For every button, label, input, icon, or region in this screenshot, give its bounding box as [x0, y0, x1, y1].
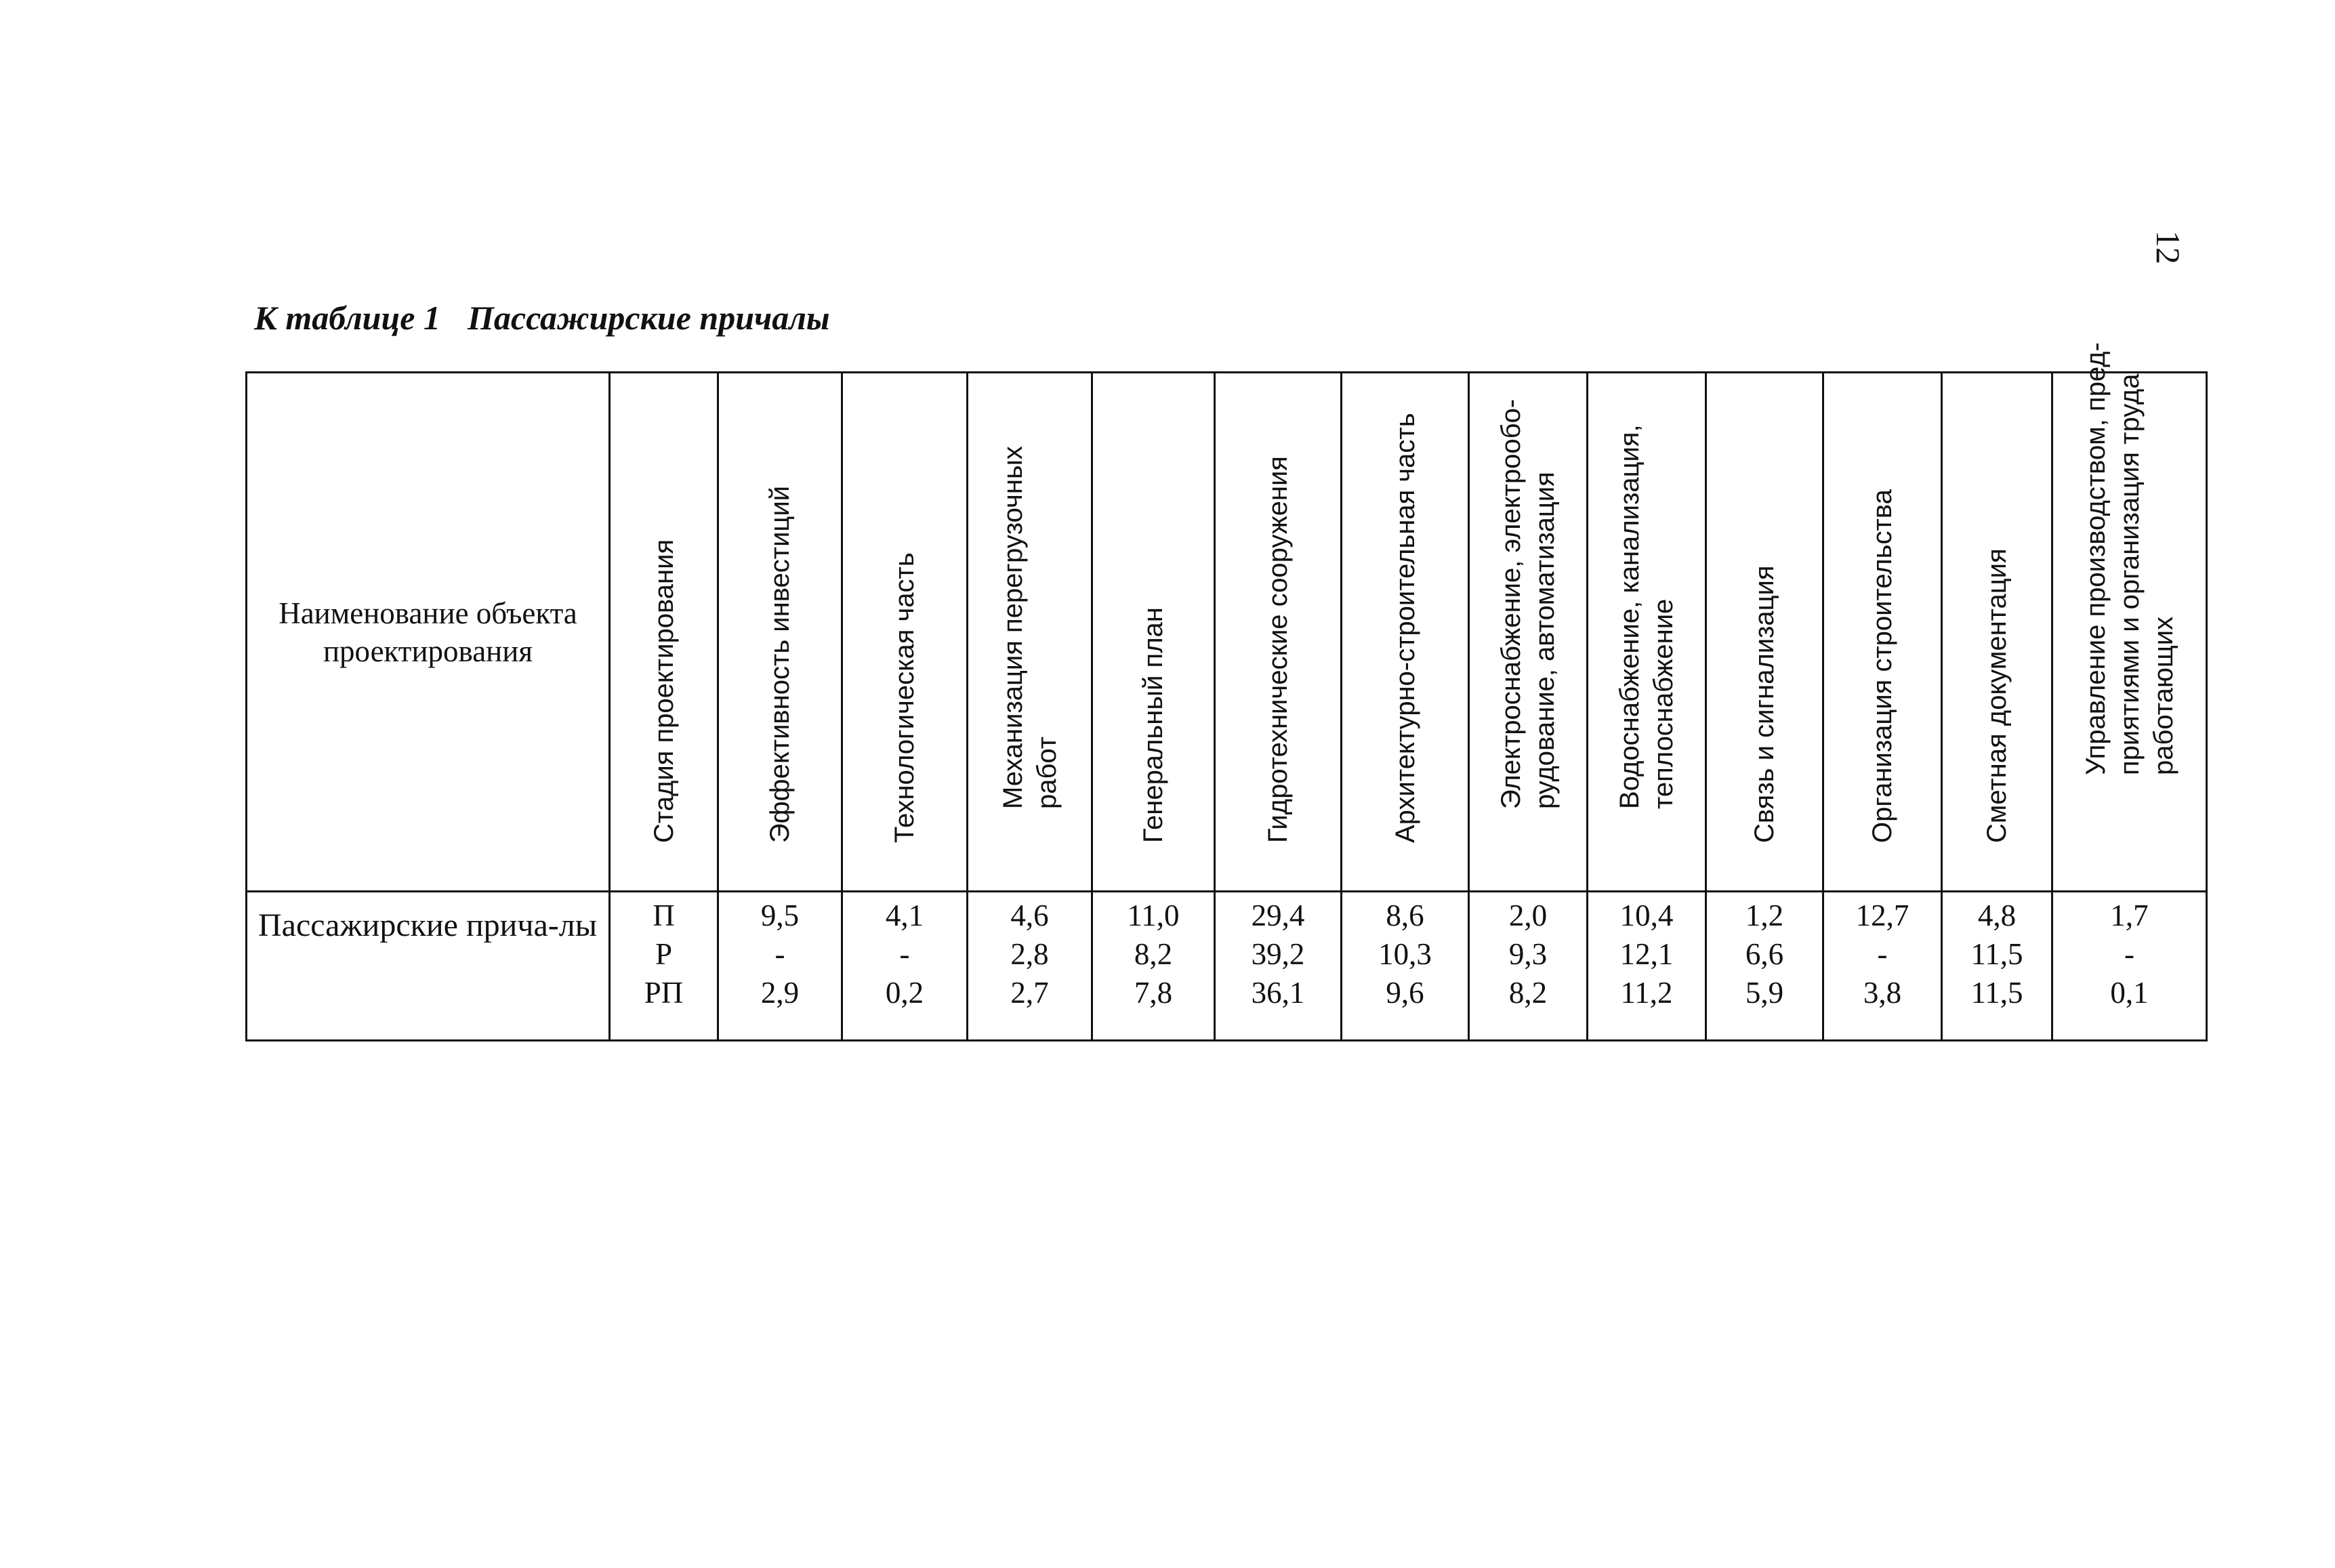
- value: 9,3: [1508, 937, 1548, 971]
- value: Р: [655, 937, 673, 971]
- value: 11,2: [1620, 976, 1673, 1010]
- column-header-line: Сметная документация: [1982, 548, 2012, 843]
- column-header-line: Связь и сигнализация: [1750, 565, 1779, 843]
- column-header: [842, 373, 968, 892]
- column-header: [1588, 373, 1706, 892]
- value: 4,8: [1977, 899, 2017, 932]
- column-header: [1215, 373, 1342, 892]
- column-header-text: [763, 486, 797, 843]
- column-header-line: Архитектурно-строительная часть: [1390, 413, 1420, 843]
- column-header: [1706, 373, 1823, 892]
- value: -: [1877, 937, 1888, 971]
- value: 9,5: [760, 899, 800, 932]
- column-header-text: [2079, 342, 2181, 775]
- value: 10,3: [1378, 937, 1432, 971]
- column-header: [2052, 342, 2207, 892]
- column-header: [1469, 373, 1588, 892]
- value: 11,0: [1127, 899, 1180, 932]
- column-header-text: [1865, 489, 1899, 843]
- value: РП: [644, 976, 684, 1010]
- value-cell: [1469, 892, 1588, 1041]
- column-header: [968, 373, 1092, 892]
- value: 4,6: [1010, 899, 1049, 932]
- value: 2,9: [760, 976, 800, 1010]
- value: 10,4: [1619, 899, 1674, 932]
- value: 7,8: [1134, 976, 1173, 1010]
- caption-title: Пассажирские причалы: [467, 299, 830, 337]
- value: 2,8: [1010, 937, 1049, 971]
- object-name-cell: Пассажирские прича-лы: [247, 892, 610, 1041]
- column-header-line: рудование, автоматизация: [1530, 472, 1560, 809]
- value: 36,1: [1251, 976, 1305, 1010]
- column-header: [1823, 373, 1942, 892]
- column-header-line: работ: [1031, 736, 1062, 809]
- value: 9,6: [1386, 976, 1424, 1010]
- value: 4,1: [885, 899, 924, 932]
- column-header-line: Гидротехнические сооружения: [1263, 456, 1293, 843]
- value-cell: [1706, 892, 1823, 1041]
- column-header-text: [647, 539, 681, 843]
- value: 39,2: [1251, 937, 1305, 971]
- value-cell: [1942, 892, 2052, 1041]
- column-header-line: Механизация перегрузочных: [997, 446, 1028, 809]
- value: 8,6: [1386, 899, 1424, 932]
- column-header-text: [1136, 607, 1170, 843]
- table-caption: [254, 298, 830, 337]
- value: -: [774, 937, 785, 971]
- column-header: [1942, 373, 2052, 892]
- value: 5,9: [1745, 976, 1784, 1010]
- value: 2,0: [1508, 899, 1548, 932]
- column-header: [1092, 373, 1215, 892]
- value: 12,1: [1619, 937, 1674, 971]
- value-cell: [610, 892, 718, 1041]
- value: 8,2: [1508, 976, 1548, 1010]
- column-header-line: теплоснабжение: [1649, 598, 1678, 809]
- value-cell: [1215, 892, 1342, 1041]
- column-header-line: приятиями и организация труда: [2114, 373, 2145, 775]
- column-header-line: Стадия проектирования: [648, 539, 679, 843]
- value: 11,5: [1970, 976, 2023, 1010]
- column-header-line: Управление производством, пред-: [2080, 342, 2111, 775]
- value: 2,7: [1010, 976, 1049, 1010]
- value: 0,2: [885, 976, 924, 1010]
- column-header-text: [1388, 413, 1422, 843]
- column-header-line: Генеральный план: [1138, 607, 1168, 843]
- column-header-line: Технологическая часть: [890, 552, 919, 843]
- value-cell: [718, 892, 842, 1041]
- value: 12,7: [1855, 899, 1909, 932]
- value: 0,1: [2110, 976, 2149, 1010]
- value: 3,8: [1863, 976, 1902, 1010]
- column-header-line: работающих: [2148, 616, 2178, 775]
- column-header-line: Эффективность инвестиций: [765, 485, 795, 843]
- column-header-line: Водоснабжение, канализация,: [1615, 424, 1645, 809]
- column-header-text: [1980, 548, 2014, 843]
- header-row: [247, 373, 2207, 892]
- column-header-text: [1494, 399, 1562, 809]
- column-header-line: Организация строительства: [1867, 489, 1897, 843]
- value: -: [2124, 937, 2134, 971]
- column-header: [1342, 373, 1469, 892]
- value: -: [899, 937, 910, 971]
- cost-distribution-table: [245, 342, 2208, 1041]
- column-header: [610, 373, 718, 892]
- value: 6,6: [1745, 937, 1784, 971]
- column-header: [718, 373, 842, 892]
- column-header-text: [1261, 456, 1295, 843]
- value-cell: [2052, 892, 2207, 1041]
- value: 1,2: [1745, 899, 1784, 932]
- column-header-line: Электроснабжение, электрообо-: [1496, 398, 1526, 809]
- column-header-text: [888, 552, 922, 843]
- value-cell: [842, 892, 968, 1041]
- caption-prefix: К таблице 1: [254, 299, 440, 337]
- value-cell: [968, 892, 1092, 1041]
- value-cell: [1342, 892, 1469, 1041]
- name-header: Наименование объекта проектирования: [247, 373, 610, 892]
- value-cell: [1823, 892, 1942, 1041]
- value-cell: [1588, 892, 1706, 1041]
- column-header-text: [996, 446, 1064, 809]
- value: 11,5: [1970, 937, 2023, 971]
- value: 29,4: [1251, 899, 1305, 932]
- column-header-text: [1748, 565, 1781, 843]
- page-number: 12: [2149, 230, 2187, 264]
- value: 8,2: [1134, 937, 1173, 971]
- value-cell: [1092, 892, 1215, 1041]
- value: 1,7: [2110, 899, 2149, 932]
- value: П: [653, 899, 675, 932]
- table-row: [247, 892, 2207, 1041]
- column-header-text: [1613, 424, 1680, 809]
